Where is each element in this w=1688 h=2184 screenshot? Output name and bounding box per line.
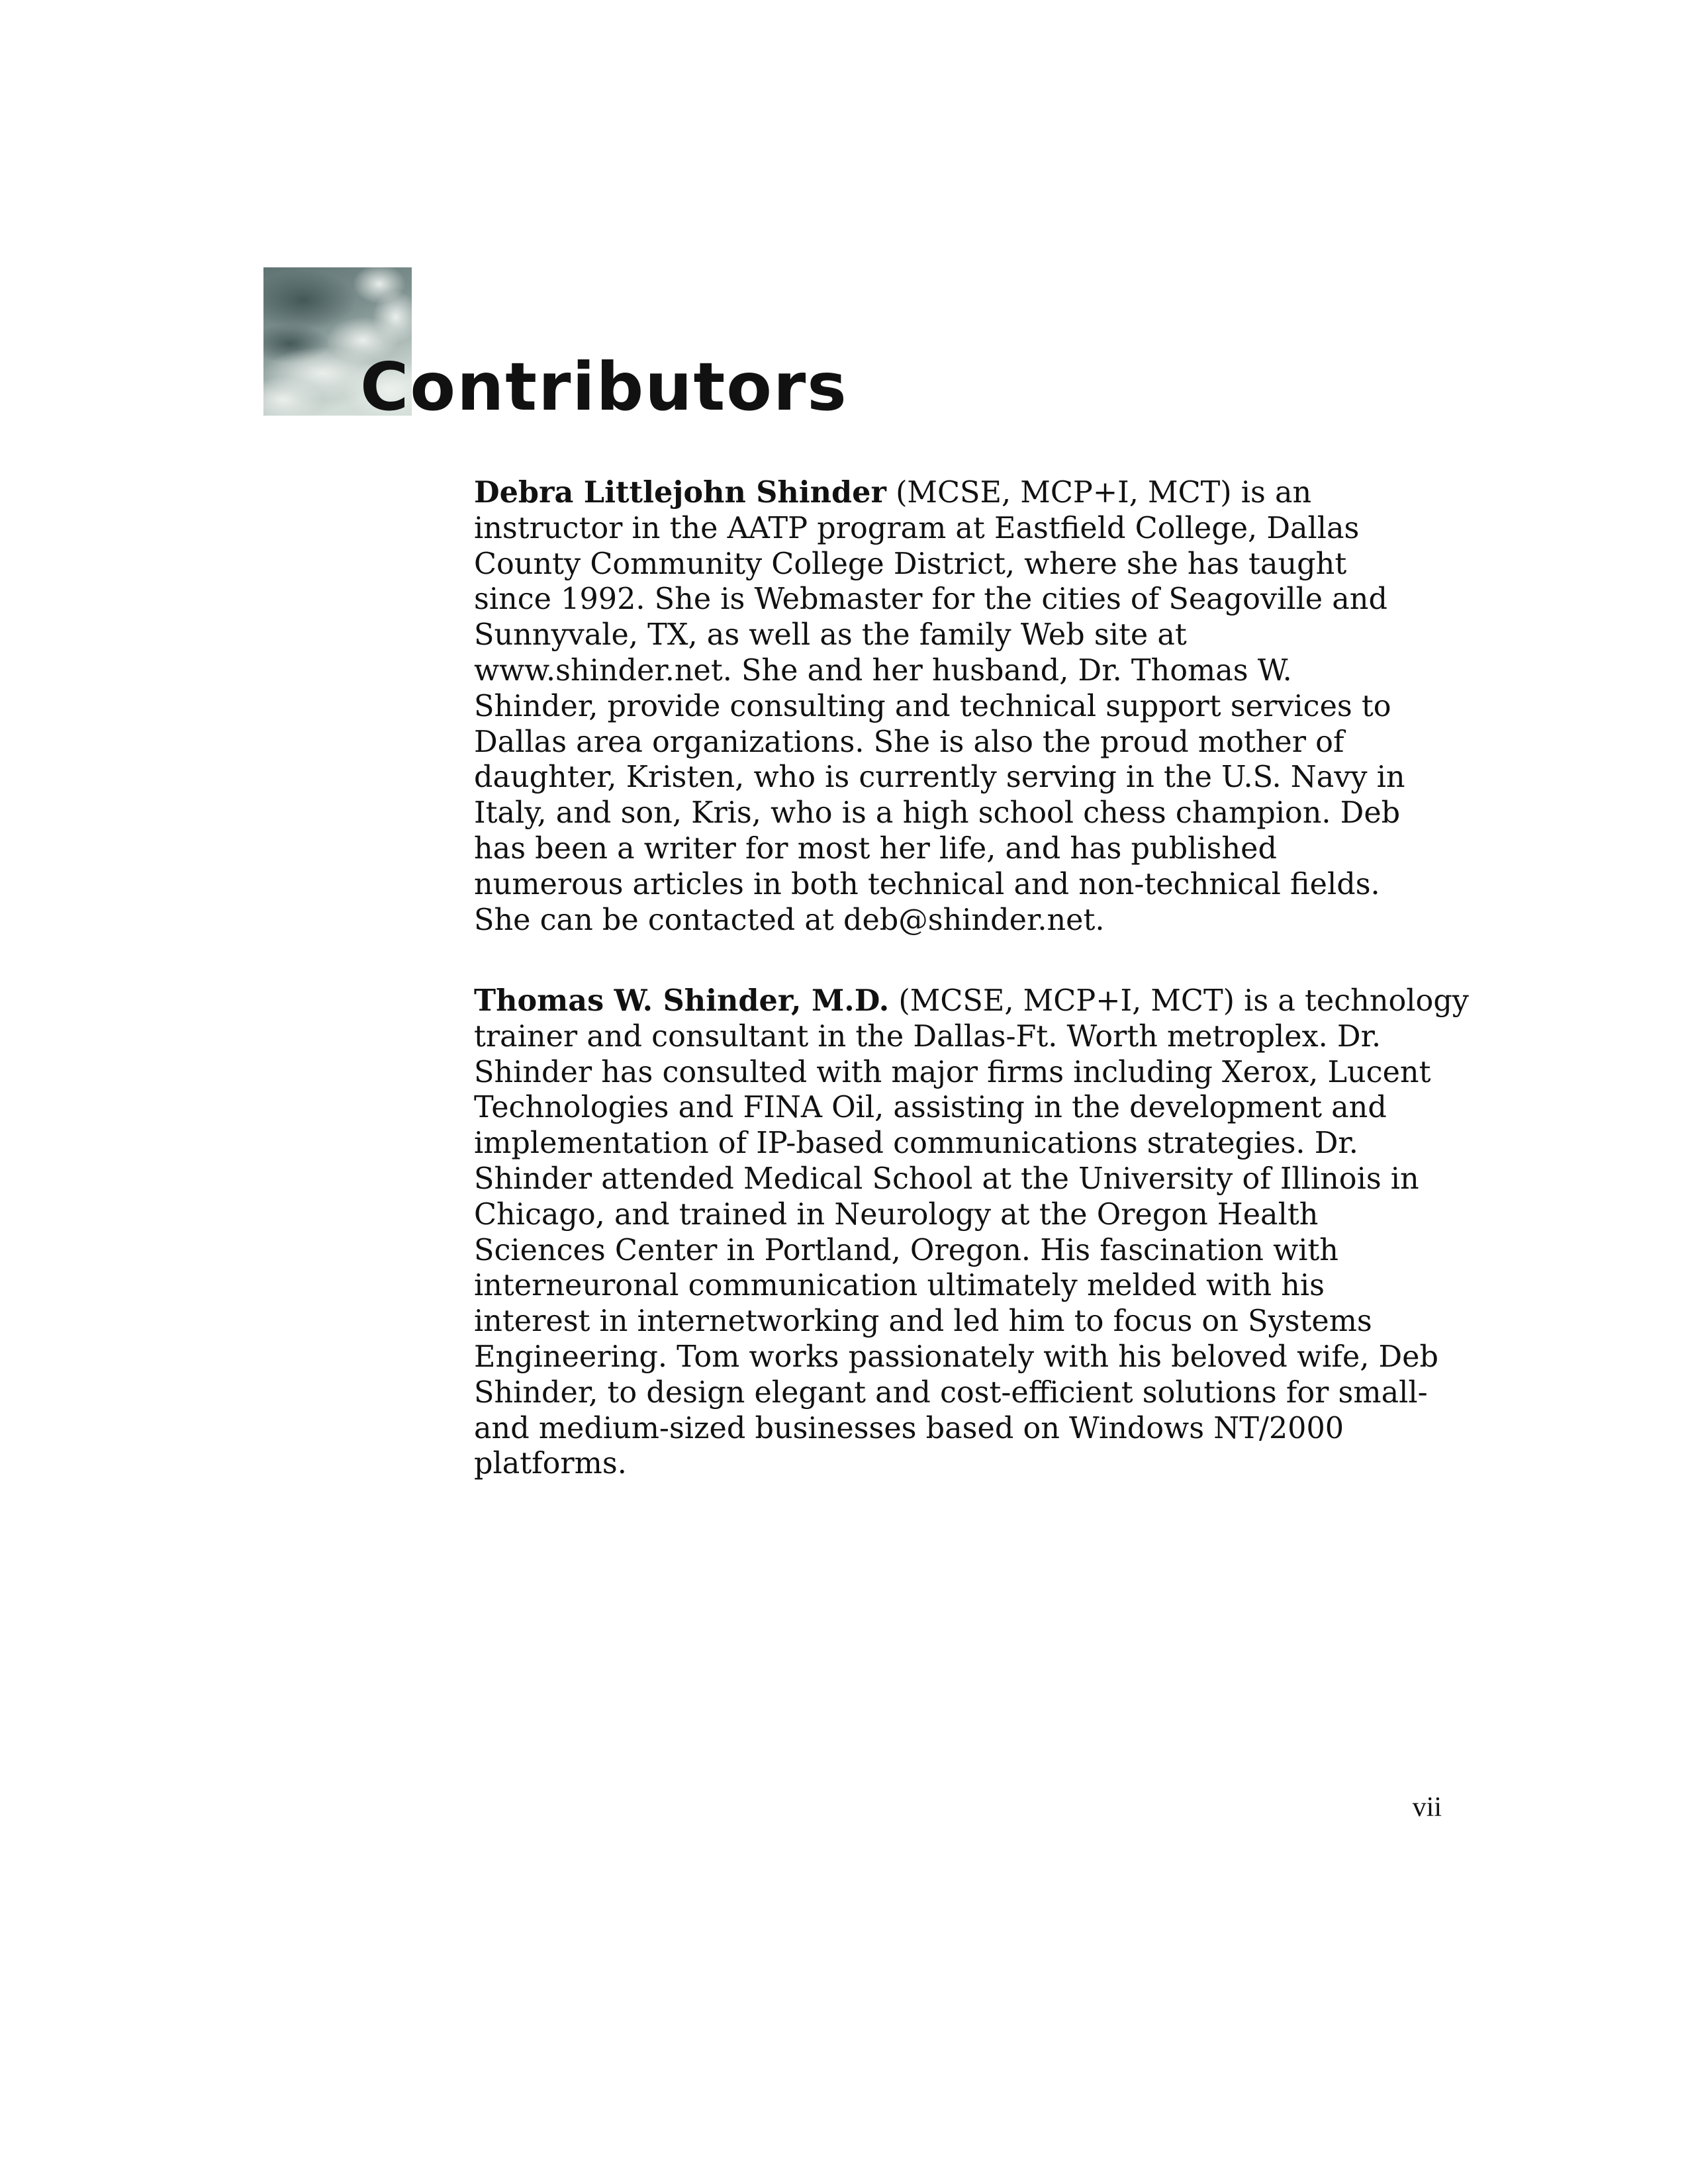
contributor-bio-debra-shinder [474, 475, 1467, 938]
bio-paragraph [474, 475, 1467, 938]
bio-line: www.shinder.net. She and her husband, Dr. Thomas W. [474, 653, 1292, 688]
bio-line: interneuronal communication ultimately melded with his [474, 1269, 1325, 1303]
bio-line: has been a writer for most her life, and has published [474, 831, 1277, 866]
bio-line: Sunnyvale, TX, as well as the family Web site at [474, 618, 1187, 653]
bio-line: daughter, Kristen, who is currently serving in the U.S. Navy in [474, 760, 1405, 795]
bio-line: interest in internetworking and led him to focus on Systems [474, 1304, 1372, 1339]
bio-line: implementation of IP-based communications strategies. Dr. [474, 1126, 1358, 1161]
bio-line: trainer and consultant in the Dallas-Ft. Worth metroplex. Dr. [474, 1019, 1382, 1054]
bio-line: Chicago, and trained in Neurology at the Oregon Health [474, 1197, 1319, 1232]
bio-line: since 1992. She is Webmaster for the cities of Seagoville and [474, 582, 1387, 617]
bio-line: Shinder has consulted with major firms including Xerox, Lucent [474, 1055, 1431, 1089]
contributor-name: Thomas W. Shinder, M.D. [474, 983, 890, 1018]
bio-line [474, 475, 1467, 511]
bio-line: Shinder attended Medical School at the University of Illinois in [474, 1161, 1419, 1196]
bio-line: Italy, and son, Kris, who is a high school chess champion. Deb [474, 796, 1401, 831]
bio-credentials: (MCSE, MCP+I, MCT) is a technology [889, 984, 1469, 1018]
bio-line: Shinder, provide consulting and technical support services to [474, 689, 1391, 723]
page-title: Contributors [360, 348, 848, 426]
bio-line: County Community College District, where she has taught [474, 547, 1347, 581]
bio-line: numerous articles in both technical and non-technical fields. [474, 867, 1380, 901]
bio-line: instructor in the AATP program at Eastfield College, Dallas [474, 511, 1360, 545]
bio-line: Shinder, to design elegant and cost-efficient solutions for small- [474, 1375, 1428, 1410]
bio-line [474, 983, 1467, 1019]
contributor-name: Debra Littlejohn Shinder [474, 475, 886, 510]
bio-credentials: (MCSE, MCP+I, MCT) is an [886, 476, 1312, 510]
bio-line: Sciences Center in Portland, Oregon. His fascination with [474, 1233, 1338, 1267]
page-number: vii [1412, 1792, 1442, 1823]
bio-line: She can be contacted at deb@shinder.net. [474, 903, 1105, 937]
bio-paragraph [474, 983, 1467, 1482]
contributor-bio-thomas-shinder [474, 983, 1467, 1482]
bio-line: Dallas area organizations. She is also the proud mother of [474, 725, 1344, 759]
bio-line: Technologies and FINA Oil, assisting in the development and [474, 1091, 1387, 1125]
bio-line: and medium-sized businesses based on Windows NT/2000 [474, 1411, 1344, 1445]
bio-line: Engineering. Tom works passionately with his beloved wife, Deb [474, 1340, 1438, 1374]
bio-line: platforms. [474, 1447, 627, 1481]
